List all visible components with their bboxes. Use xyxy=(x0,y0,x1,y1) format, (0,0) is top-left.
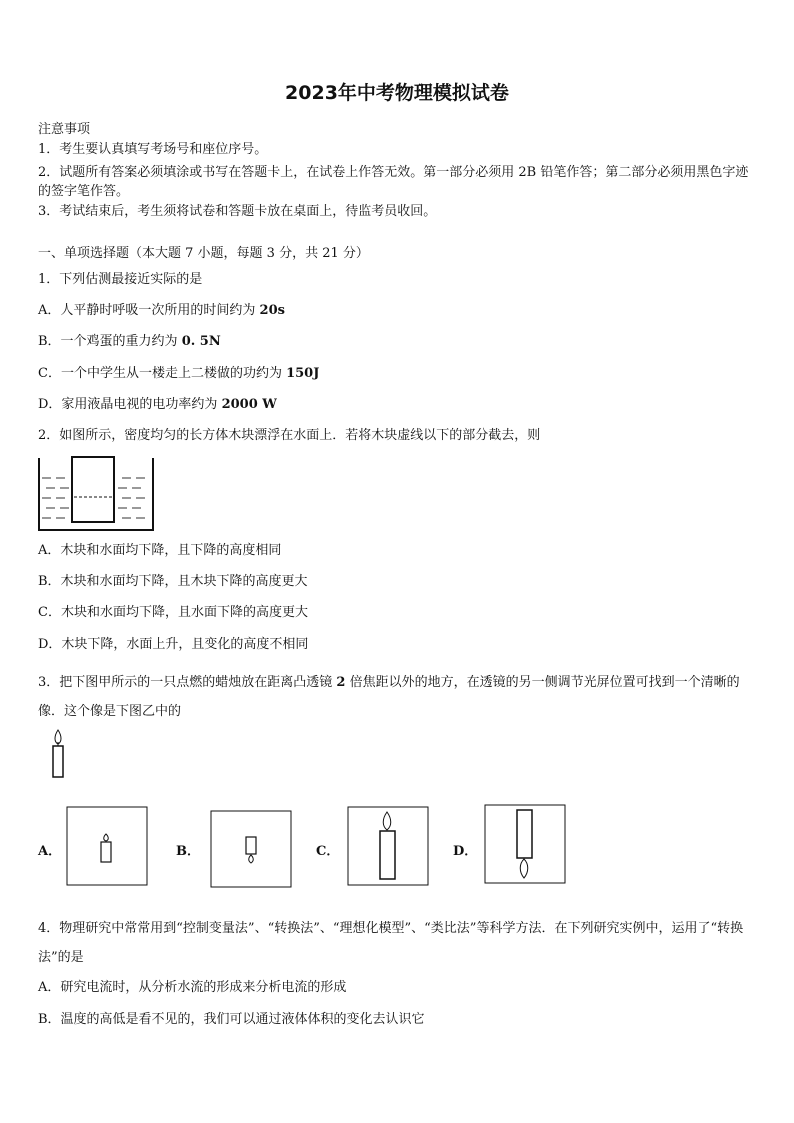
notice-item-3: 3．考试结束后，考生须将试卷和答题卡放在桌面上，待监考员收回。 xyxy=(38,204,437,219)
page-title: 2023年中考物理模拟试卷 xyxy=(285,82,509,104)
q3-option-d-figure xyxy=(484,804,566,884)
q1-option-d: D．家用液晶电视的电功率约为 2000 W xyxy=(38,397,277,412)
q1-option-a: A．人平静时呼吸一次所用的时间约为 20s xyxy=(38,303,285,318)
section-heading: 一、单项选择题（本大题 7 小题，每题 3 分，共 21 分） xyxy=(38,246,369,261)
q3-option-a-figure xyxy=(66,806,148,886)
notice-heading: 注意事项 xyxy=(38,122,91,137)
q2-stem: 2．如图所示，密度均匀的长方体木块漂浮在水面上．若将木块虚线以下的部分截去，则 xyxy=(38,428,541,443)
notice-item-2: 2．试题所有答案必须填涂或书写在答题卡上，在试卷上作答无效。第一部分必须用 2B 铅笔作答；第二部分必须用黑色字迹的签字笔作答。 xyxy=(38,165,749,199)
q3-option-c-label: C． xyxy=(316,844,340,859)
floating-block-figure xyxy=(38,456,154,532)
q3-option-c-figure xyxy=(347,806,429,886)
q2-option-c: C．木块和水面均下降，且水面下降的高度更大 xyxy=(38,605,308,620)
q4-option-a: A．研究电流时，从分析水流的形成来分析电流的形成 xyxy=(38,980,347,995)
q1-stem: 1．下列估测最接近实际的是 xyxy=(38,272,203,287)
notice-item-1: 1．考生要认真填写考场号和座位序号。 xyxy=(38,142,268,157)
q3-option-b-label: B． xyxy=(176,844,200,859)
q3-option-d-label: D． xyxy=(453,844,478,859)
q4-option-b: B．温度的高低是看不见的，我们可以通过液体体积的变化去认识它 xyxy=(38,1012,425,1027)
q1-option-b: B．一个鸡蛋的重力约为 0. 5N xyxy=(38,334,221,349)
q2-option-d: D．木块下降，水面上升，且变化的高度不相同 xyxy=(38,637,309,652)
q2-option-b: B．木块和水面均下降，且木块下降的高度更大 xyxy=(38,574,308,589)
q4-stem: 4．物理研究中常常用到“控制变量法”、“转换法”、“理想化模型”、“类比法”等科学方法．在下列研究实例中，运用了“转换法”的是 xyxy=(38,921,744,965)
q3-stem: 3．把下图甲所示的一只点燃的蜡烛放在距离凸透镜 2 倍焦距以外的地方，在透镜的另一侧调节光屏位置可找到一个清晰的像．这个像是下图乙中的 xyxy=(38,675,740,719)
q2-option-a: A．木块和水面均下降，且下降的高度相同 xyxy=(38,543,282,558)
q3-option-a-label: A． xyxy=(38,844,62,859)
q1-option-c: C．一个中学生从一楼走上二楼做的功约为 150J xyxy=(38,366,320,381)
q3-option-b-figure xyxy=(210,810,292,888)
candle-figure xyxy=(48,728,70,780)
